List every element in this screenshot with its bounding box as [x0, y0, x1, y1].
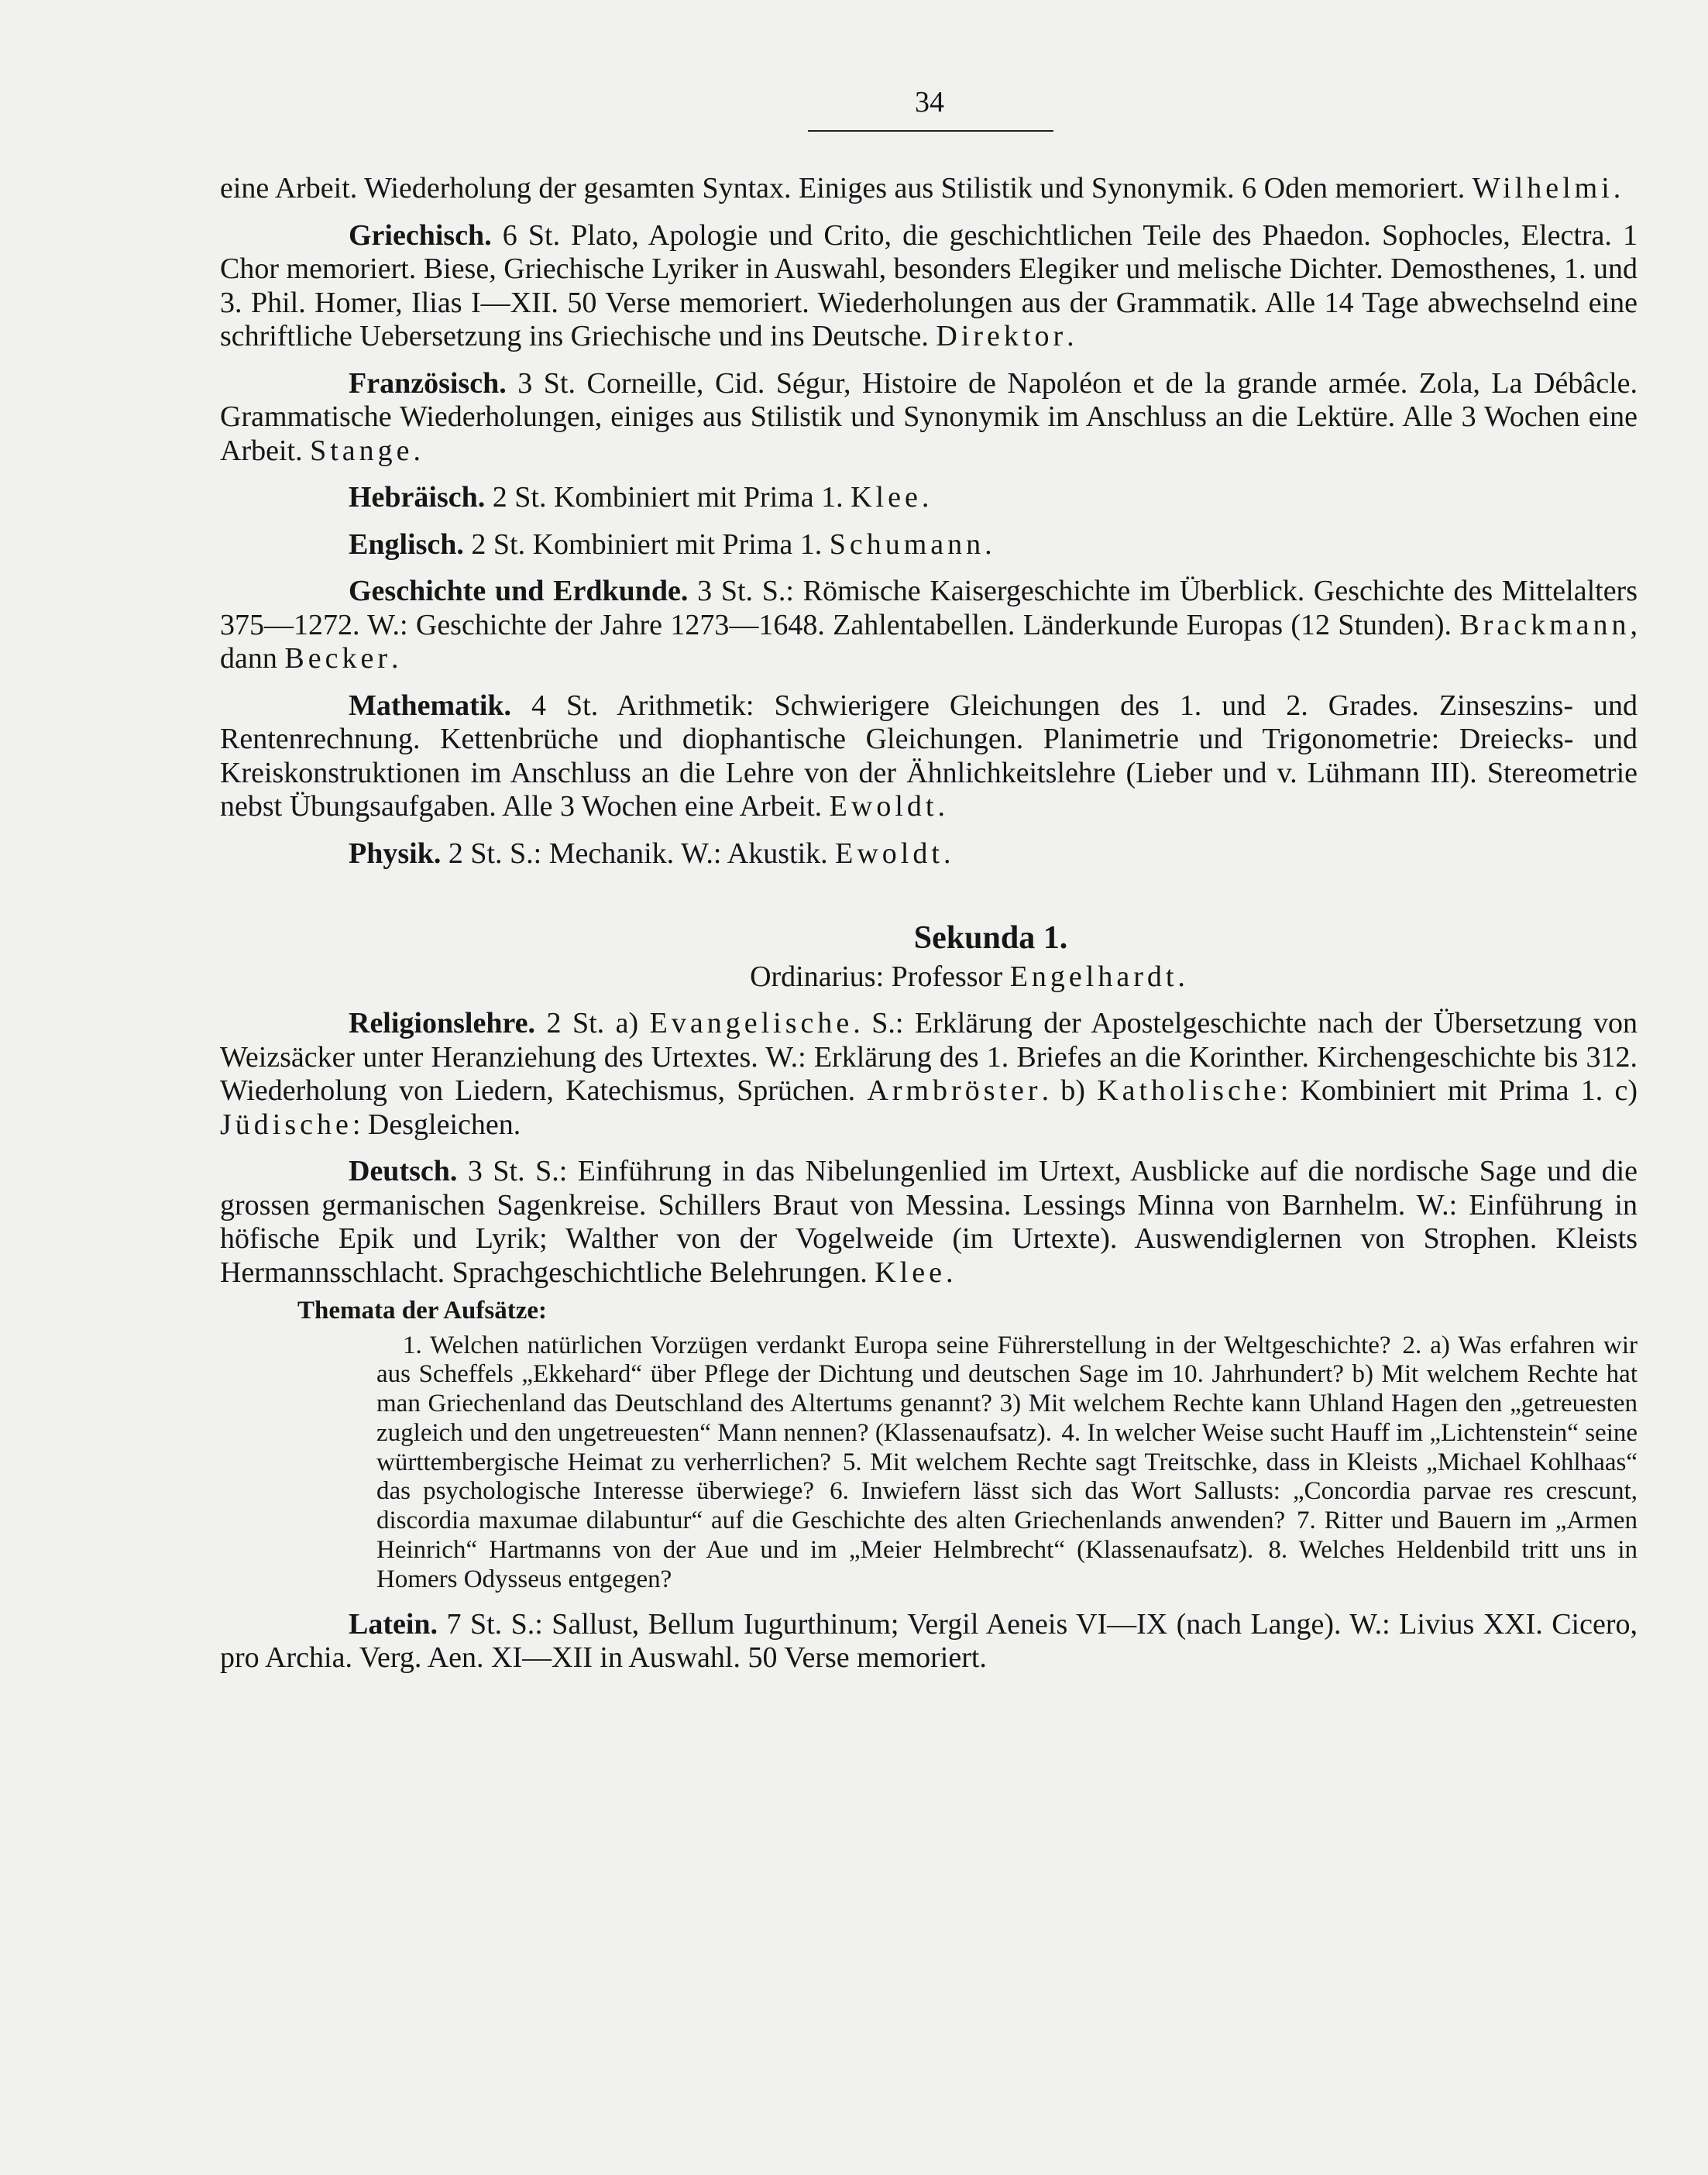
section-englisch: [220, 528, 1638, 562]
section-religionslehre: [220, 1007, 1638, 1142]
text-run: . S.: Erklärung der Apostelgeschichte nach der Übersetzung von Weizsäcker unter Heranziehung des Urtextes. W.: Erklärung des 1. Briefes an die Korinther. Kirchengeschichte bis 312. Wiederholung von Liedern, Katechismus, Sprüchen.: [220, 1007, 1638, 1107]
subject-label: Physik.: [349, 837, 442, 870]
spaced-name: Becker: [284, 642, 391, 675]
section-hebraeisch: [220, 481, 1638, 515]
spaced-name: Engelhardt: [1009, 960, 1178, 993]
spaced-name: Ewoldt: [835, 837, 943, 870]
subject-label: Griechisch.: [349, 218, 492, 252]
text-run: 2 St. Kombiniert mit Prima 1.: [463, 527, 830, 561]
text-run: .: [1613, 172, 1621, 204]
section-text: [464, 528, 992, 561]
section-deutsch: [220, 1155, 1638, 1290]
subject-label: Englisch.: [349, 527, 464, 561]
section-heading: Sekunda 1.: [913, 920, 1068, 956]
subject-label: Französisch.: [349, 366, 507, 400]
text-run: .: [937, 790, 945, 823]
thema-8: 8. Welches Heldenbild tritt uns in Homers Odysseus entgegen?: [376, 1536, 1638, 1593]
section-franzoesisch: [220, 367, 1638, 469]
text-run: .: [1067, 320, 1074, 352]
subject-label: Mathematik.: [349, 689, 512, 722]
thema-7: 7. Ritter und Bauern im „Armen Heinrich“ Hartmanns von der Aue und im „Meier Helmbrecht“ (Klassenaufsatz).: [376, 1507, 1638, 1565]
spaced-name: Katholische: [1097, 1074, 1280, 1107]
text-run: 4 St. Arithmetik: Schwierigere Gleichungen des 1. und 2. Grades. Zinseszins- und Rentenrechnung. Kettenbrüche und diophantische Gleichungen. Planimetrie und Trigonometrie: Dreiecks- und Kreiskonstruktionen im Anschluss an die Lehre von der Ähnlichkeitslehre (Lieber und v. Lühmann III). Stereometrie nebst Übungsaufgaben. Alle 3 Wochen eine Arbeit.: [220, 689, 1638, 823]
thema-5: 5. Mit welchem Rechte sagt Treitschke, dass in Kleists „Michael Kohlhaas“ das psychologische Interesse überwiege?: [376, 1448, 1638, 1506]
text-run: Ordinarius: Professor: [750, 960, 1010, 993]
spaced-name: Evangelische: [649, 1007, 854, 1039]
thema-6: 6. Inwiefern lässt sich das Wort Sallusts: „Concordia parvae res crescunt, discordia maxumae dilabuntur“ auf die Geschichte des alten Griechenlands anwenden?: [376, 1477, 1638, 1535]
spaced-name: Wilhelmi: [1472, 172, 1613, 204]
text-run: .: [921, 481, 930, 514]
text-run: 3 St. Corneille, Cid. Ségur, Histoire de Napoléon et de la grande armée. Zola, La Débâcle. Grammatische Wiederholungen, einiges aus Stilistik und Synonymik im Anschluss an die Lektüre. Alle 3 Wochen eine Arbeit.: [220, 366, 1638, 467]
spaced-name: Ewoldt: [829, 790, 938, 823]
section-mathematik: [220, 689, 1638, 824]
opening-paragraph: [220, 172, 1638, 206]
text-run: .: [945, 1256, 954, 1289]
spaced-name: Schumann: [829, 527, 985, 561]
text-run: 3 St. S.: Einführung in das Nibelungenlied im Urtext, Ausblicke auf die nordische Sage und die grossen germanischen Sagenkreise. Schillers Braut von Messina. Lessings Minna von Barnhelm. W.: Einführung in höfische Epik und Lyrik; Walther von der Vogelweide (im Urtexte). Auswendiglernen von Strophen. Kleists Hermannsschlacht. Sprachgeschichtliche Belehrungen.: [220, 1155, 1638, 1289]
thema-1: 1. Welchen natürlichen Vorzügen verdankt Europa seine Führerstellung in der Weltgeschichte?: [403, 1331, 1391, 1359]
text-run: 7 St. S.: Sallust, Bellum Iugurthinum; Vergil Aeneis VI—IX (nach Lange). W.: Livius XXI. Cicero, pro Archia. Verg. Aen. XI—XII in Auswahl. 50 Verse memoriert.: [220, 1607, 1638, 1675]
text-run: : Kombiniert mit Prima 1. c): [1280, 1074, 1638, 1107]
subject-label: Geschichte und Erdkunde.: [349, 575, 689, 607]
spaced-name: Stange: [310, 434, 414, 467]
text-run: 2 St. a): [535, 1007, 650, 1039]
ordinarius-line: [220, 960, 1638, 995]
page-body: [220, 172, 1638, 1675]
text-run: .: [985, 527, 992, 561]
text-run: .: [1177, 960, 1185, 993]
text-run: 2 St. Kombiniert mit Prima 1.: [485, 481, 851, 514]
section-griechisch: [220, 219, 1638, 354]
section-physik: [220, 837, 1638, 871]
thema-4: 4. In welcher Weise sucht Hauff im „Lichtenstein“ seine württembergische Heimat zu verherrlichen?: [376, 1418, 1638, 1476]
text-run: eine Arbeit. Wiederholung der gesamten Syntax. Einiges aus Stilistik und Synonymik. 6 Oden memoriert.: [220, 172, 1473, 204]
subject-label: Hebräisch.: [349, 481, 486, 514]
spaced-name: Brackmann: [1459, 608, 1631, 641]
subject-label: Latein.: [349, 1607, 438, 1641]
page-number: 34: [915, 86, 944, 119]
spaced-name: Direktor: [936, 320, 1067, 352]
section-geschichte: [220, 575, 1638, 676]
text-run: .: [390, 642, 399, 675]
section-text: [485, 481, 929, 514]
text-run: . b): [1041, 1074, 1098, 1107]
text-run: .: [943, 837, 951, 870]
themata-heading: Themata der Aufsätze:: [297, 1297, 548, 1325]
spaced-name: Klee: [851, 481, 922, 514]
spaced-name: Jüdische: [220, 1108, 352, 1141]
text-run: : Desgleichen.: [352, 1108, 521, 1141]
section-latein: [220, 1608, 1638, 1675]
themata-list: [220, 1331, 1638, 1595]
text-run: 3 St. S.: Römische Kaisergeschichte im Überblick. Geschichte des Mittelalters 375—1272. W.: Geschichte der Jahre 1273—1648. Zahlentabellen. Länderkunde Europas (12 Stunden).: [220, 575, 1638, 641]
subject-label: Religionslehre.: [349, 1007, 536, 1039]
spaced-name: Klee: [875, 1256, 946, 1289]
text-run: 2 St. S.: Mechanik. W.: Akustik.: [441, 837, 836, 870]
subject-label: Deutsch.: [349, 1155, 458, 1187]
header-rule: [808, 130, 1053, 132]
text-run: .: [413, 434, 421, 467]
thema-2-3: 2. a) Was erfahren wir aus Scheffels „Ekkehard“ über Pflege der Dichtung und deutschen Sage im 10. Jahrhundert? b) Mit welchem Rechte hat man Griechenland das Deutschland des Altertums genannt? 3) Mit welchem Rechte kann Uhland Hagen den „getreuesten zugleich und den ungetreuesten“ Mann nennen? (Klassenaufsatz).: [376, 1331, 1638, 1447]
spaced-name: Armbröster: [867, 1074, 1042, 1107]
section-text: [441, 837, 950, 870]
text-run: 6 St. Plato, Apologie und Crito, die geschichtlichen Teile des Phaedon. Sophocles, Electra. 1 Chor memoriert. Biese, Griechische Lyriker in Auswahl, besonders Elegiker und melische Dichter. Demosthenes, 1. und 3. Phil. Homer, Ilias I—XII. 50 Verse memoriert. Wiederholungen aus der Grammatik. Alle 14 Tage abwechselnd eine schriftliche Uebersetzung ins Griechische und ins Deutsche.: [220, 218, 1638, 352]
text-run: , dann: [220, 608, 1638, 675]
